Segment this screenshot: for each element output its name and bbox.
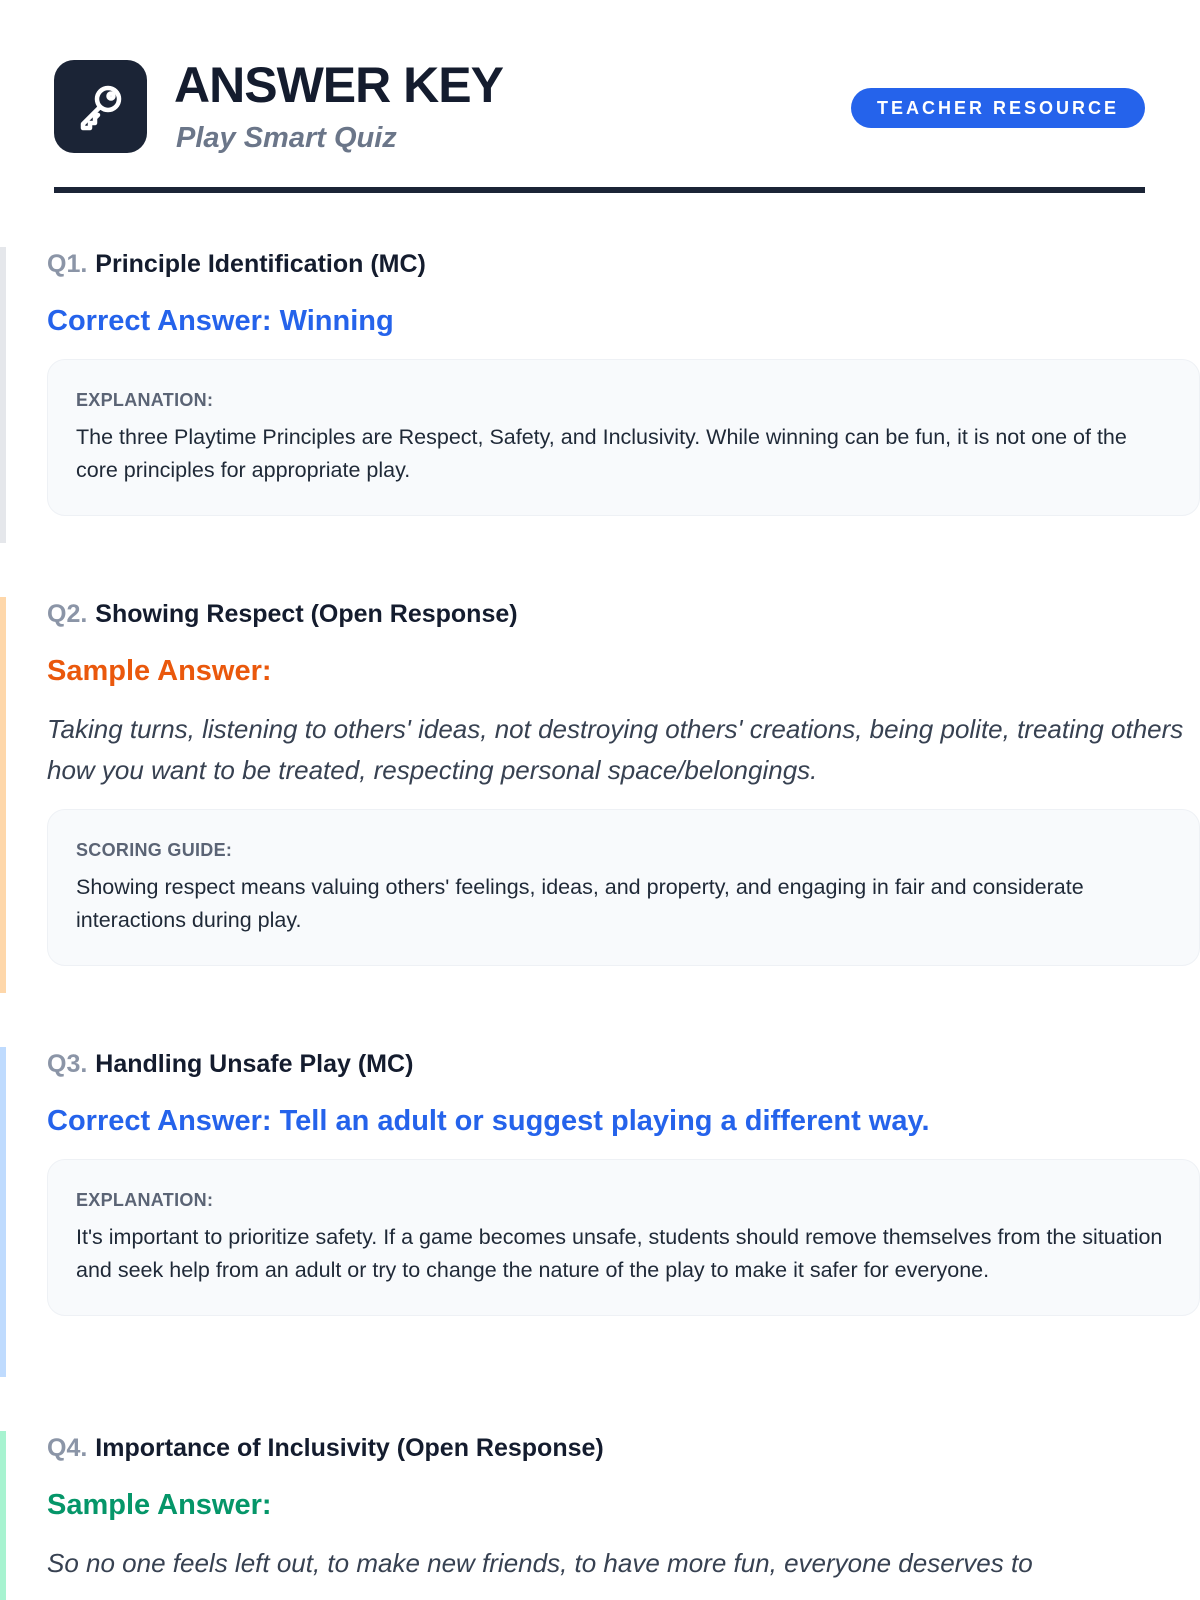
question-title: Principle Identification (MC) — [95, 250, 426, 278]
teacher-resource-badge: TEACHER RESOURCE — [851, 88, 1145, 128]
sample-answer-text: So no one feels left out, to make new friends, to have more fun, everyone deserves to — [47, 1548, 1033, 1578]
question-accent-bar — [0, 597, 6, 993]
page-title: ANSWER KEY — [174, 57, 503, 113]
scoring-guide-box — [47, 809, 1200, 966]
question-block — [0, 597, 1200, 966]
explanation-text: It's important to prioritize safety. If a game becomes unsafe, students should remove themselves from the situation and seek help from an adult or try to change the nature of the play to make it safer for everyone. — [76, 1225, 1163, 1282]
question-accent-bar — [0, 247, 6, 543]
question-block — [0, 1431, 1200, 1584]
explanation-label: EXPLANATION: — [76, 1190, 214, 1210]
question-block — [0, 1047, 1200, 1316]
sample-answer-label: Sample Answer: — [47, 655, 272, 687]
question-heading — [47, 1047, 1200, 1081]
explanation-box — [47, 359, 1200, 516]
page-subtitle: Play Smart Quiz — [176, 122, 397, 154]
question-heading — [47, 247, 1200, 281]
explanation-label: EXPLANATION: — [76, 390, 214, 410]
question-number: Q4. — [47, 1434, 88, 1462]
question-number: Q2. — [47, 600, 88, 628]
sample-answer-label: Sample Answer: — [47, 1489, 272, 1521]
question-accent-bar — [0, 1047, 6, 1377]
question-heading — [47, 1431, 1200, 1465]
header — [54, 0, 1145, 193]
scoring-guide-text: Showing respect means valuing others' feelings, ideas, and property, and engaging in fair and considerate interactions during play. — [76, 875, 1084, 932]
correct-answer: Correct Answer: Tell an adult or suggest playing a different way. — [47, 1105, 930, 1137]
question-block — [0, 247, 1200, 516]
question-number: Q1. — [47, 250, 88, 278]
correct-answer: Correct Answer: Winning — [47, 305, 394, 337]
sample-answer-text: Taking turns, listening to others' ideas, not destroying others' creations, being polite, treating others how you want to be treated, respecting personal space/belongings. — [47, 714, 1184, 785]
question-heading — [47, 597, 1200, 631]
question-title: Importance of Inclusivity (Open Response) — [95, 1434, 604, 1462]
explanation-text: The three Playtime Principles are Respect, Safety, and Inclusivity. While winning can be fun, it is not one of the core principles for appropriate play. — [76, 425, 1127, 482]
question-number: Q3. — [47, 1050, 88, 1078]
logo-badge — [54, 60, 147, 153]
key-icon — [73, 79, 129, 135]
question-title: Showing Respect (Open Response) — [95, 600, 518, 628]
question-title: Handling Unsafe Play (MC) — [95, 1050, 414, 1078]
scoring-guide-label: SCORING GUIDE: — [76, 840, 233, 860]
explanation-box — [47, 1159, 1200, 1316]
question-accent-bar — [0, 1431, 6, 1600]
